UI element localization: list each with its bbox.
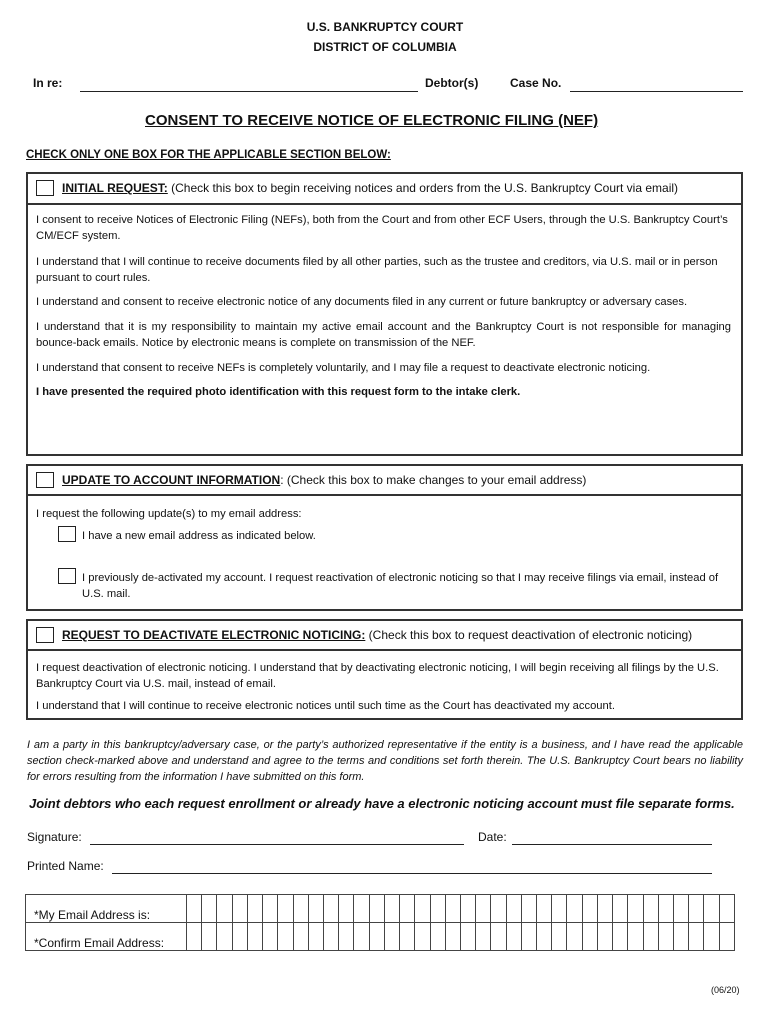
reactivate-option: I previously de-activated my account. I request reactivation of electronic noticing so that I may receive filings via email, instead of U.S. mail. [82,572,719,600]
case-no-label: Case No. [510,76,562,90]
initial-request-checkbox[interactable] [36,180,54,196]
in-re-label: In re: [33,76,63,90]
email-address-label: *My Email Address is: [34,908,151,922]
initial-request-section [26,172,743,456]
signature-field[interactable] [90,843,464,845]
form-version: (06/20) [711,985,740,995]
joint-debtors-notice: Joint debtors who each request enrollment or already have a electronic noticing account must file separate forms. [29,796,735,811]
initial-request-title: INITIAL REQUEST: (Check this box to begin receiving notices and orders from the U.S. Bankruptcy Court via email) [62,181,679,195]
confirm-email-cells[interactable] [186,923,734,950]
deactivate-title: REQUEST TO DEACTIVATE ELECTRONIC NOTICING: (Check this box to request deactivation of electronic noticing) [62,628,693,642]
signature-label: Signature: [27,830,82,844]
new-email-checkbox[interactable] [58,526,76,542]
new-email-option: I have a new email address as indicated below. [82,530,316,542]
initial-para-2: I understand that I will continue to receive documents filed by all other parties, such as the trustee and creditors, via U.S. mail or in person pursuant to court rules. [36,256,718,284]
instruction: CHECK ONLY ONE BOX FOR THE APPLICABLE SECTION BELOW: [26,149,391,161]
date-field[interactable] [512,843,712,845]
court-name: U.S. BANKRUPTCY COURT [306,20,464,34]
email-address-grid[interactable] [25,894,735,923]
disclaimer: I am a party in this bankruptcy/adversary case, or the party’s authorized representative if the entity is a business, and I have read the applicable section check-marked above and understand and agree to the terms and conditions set forth therein. The U.S. Bankruptcy Court bears no liability for errors resulting from the information I have submitted on this form. [27,739,743,783]
deactivate-para-1: I request deactivation of electronic noticing. I understand that by deactivating electronic noticing, I will begin receiving all filings by the U.S. Bankruptcy Court via U.S. mail, instead of email. [36,662,719,690]
initial-para-1: I consent to receive Notices of Electronic Filing (NEFs), both from the Court and from other ECF Users, through the U.S. Bankruptcy Court’s CM/ECF system. [36,214,728,242]
initial-para-3: I understand and consent to receive electronic notice of any documents filed in any current or future bankruptcy or adversary cases. [36,296,688,308]
printed-name-label: Printed Name: [27,859,104,873]
printed-name-field[interactable] [112,872,712,874]
deactivate-checkbox[interactable] [36,627,54,643]
update-intro: I request the following update(s) to my email address: [36,508,302,520]
deactivate-section [26,619,743,720]
initial-para-4: I understand that it is my responsibility to maintain my active email account and the Bankruptcy Court is not responsible for managing bounce-back emails. Notice by electronic means is complete on transmission of the NEF. [36,321,731,349]
update-account-section [26,464,743,611]
email-address-cells[interactable] [186,895,734,922]
court-district: DISTRICT OF COLUMBIA [313,40,457,54]
reactivate-checkbox[interactable] [58,568,76,584]
in-re-field[interactable] [80,90,418,92]
update-account-checkbox[interactable] [36,472,54,488]
case-no-field[interactable] [570,90,743,92]
deactivate-para-2: I understand that I will continue to receive electronic notices until such time as the Court has deactivated my account. [36,700,615,712]
update-account-title: UPDATE TO ACCOUNT INFORMATION: (Check this box to make changes to your email address) [62,473,587,487]
confirm-email-grid[interactable] [25,922,735,951]
debtor-label: Debtor(s) [425,76,479,90]
confirm-email-label: *Confirm Email Address: [34,936,165,950]
form-title: CONSENT TO RECEIVE NOTICE OF ELECTRONIC FILING (NEF) [145,112,599,129]
initial-para-5: I understand that consent to receive NEFs is completely voluntarily, and I may file a request to deactivate electronic noticing. [36,362,651,374]
photo-id-statement: I have presented the required photo identification with this request form to the intake clerk. [36,386,521,398]
date-label: Date: [478,830,507,844]
